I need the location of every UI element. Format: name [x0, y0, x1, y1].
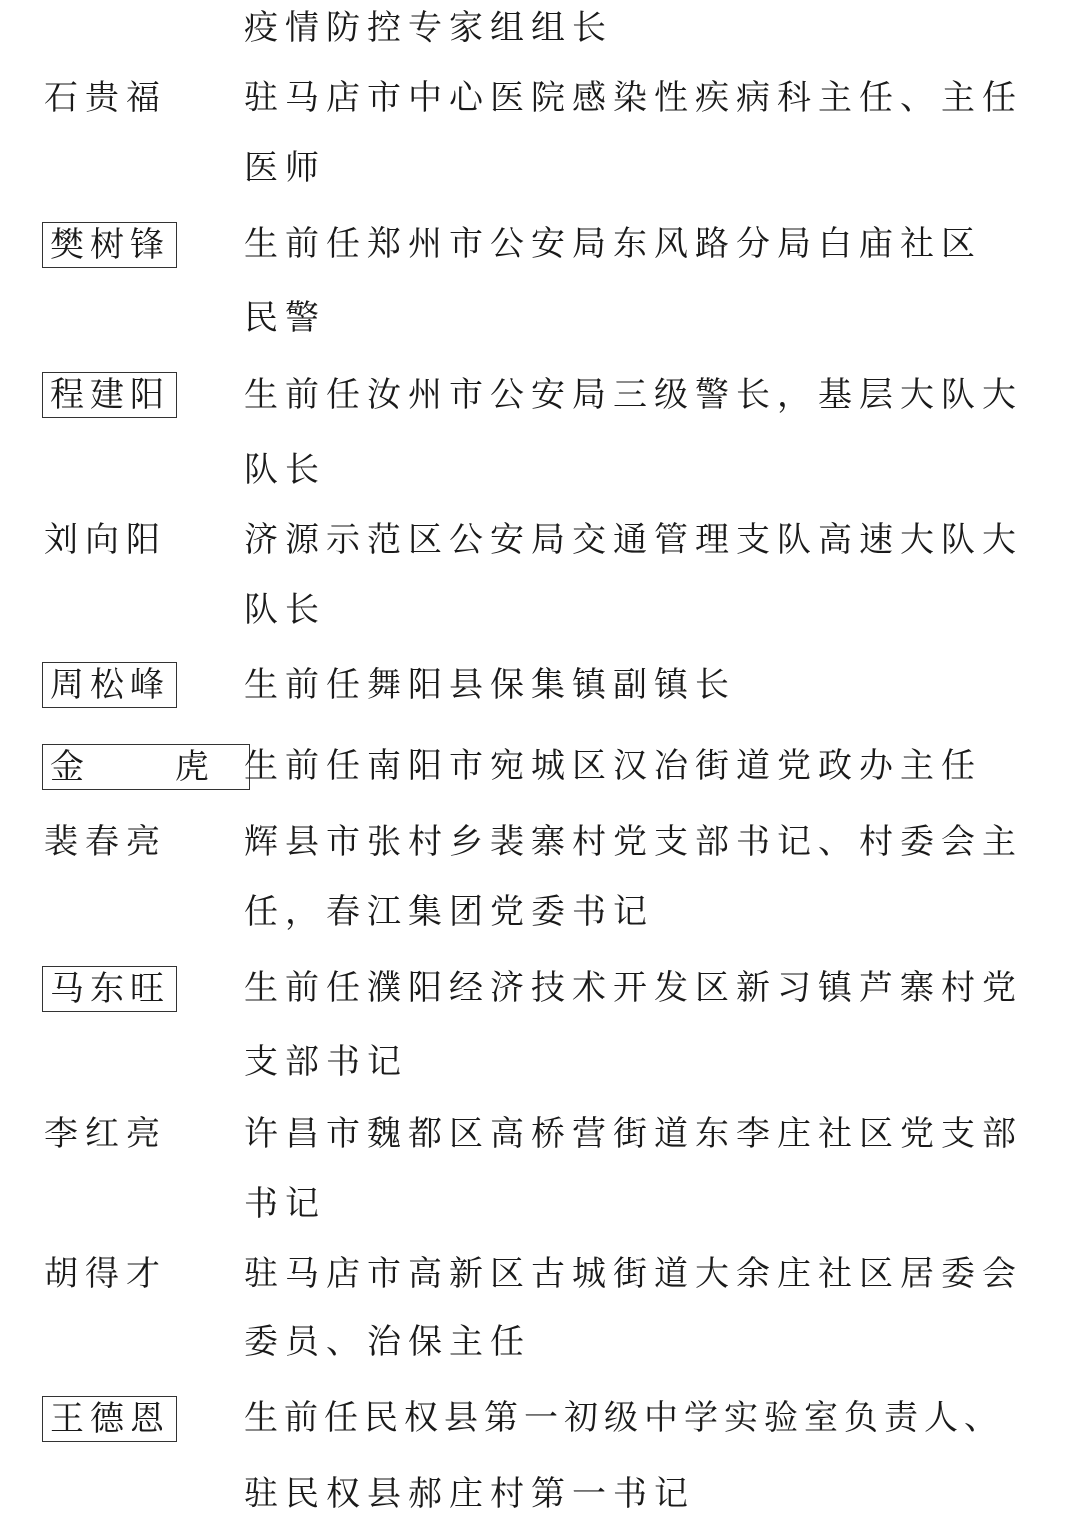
entry-6-line-0: 生前任南阳市宛城区汉冶街道党政办主任: [244, 746, 982, 786]
entry-0-line-0: 疫情防控专家组组长: [244, 8, 613, 48]
entry-11-line-0: 生前任民权县第一初级中学实验室负责人、: [244, 1398, 1004, 1438]
entry-name-boxed: 金 虎: [42, 744, 250, 790]
entry-name: 李红亮: [44, 1114, 167, 1154]
entry-name-boxed: 王德恩: [42, 1396, 177, 1442]
entry-2-line-1: 民警: [244, 298, 326, 338]
entry-1-line-0: 驻马店市中心医院感染性疾病科主任、主任: [244, 78, 1023, 118]
entry-5-line-0: 生前任舞阳县保集镇副镇长: [244, 665, 736, 705]
entry-11-line-1: 驻民权县郝庄村第一书记: [244, 1474, 695, 1514]
entry-3-line-1: 队长: [244, 450, 326, 490]
entry-4-line-1: 队长: [244, 590, 326, 630]
entry-name-boxed: 程建阳: [42, 372, 177, 418]
entry-9-line-0: 许昌市魏都区高桥营街道东李庄社区党支部: [244, 1114, 1023, 1154]
entry-name: 裴春亮: [44, 822, 167, 862]
entry-name-boxed: 马东旺: [42, 966, 177, 1012]
entry-4-line-0: 济源示范区公安局交通管理支队高速大队大: [244, 520, 1023, 560]
entry-10-line-0: 驻马店市高新区古城街道大余庄社区居委会: [244, 1254, 1023, 1294]
entry-10-line-1: 委员、治保主任: [244, 1322, 531, 1362]
entry-8-line-0: 生前任濮阳经济技术开发区新习镇芦寨村党: [244, 968, 1023, 1008]
entry-name: 石贵福: [44, 78, 167, 118]
entry-8-line-1: 支部书记: [244, 1042, 408, 1082]
entry-name-boxed: 周松峰: [42, 662, 177, 708]
entry-7-line-1: 任，春江集团党委书记: [244, 892, 654, 932]
entry-9-line-1: 书记: [244, 1184, 326, 1224]
entry-1-line-1: 医师: [244, 148, 326, 188]
entry-name: 刘向阳: [44, 520, 167, 560]
entry-7-line-0: 辉县市张村乡裴寨村党支部书记、村委会主: [244, 822, 1023, 862]
entry-name-boxed: 樊树锋: [42, 222, 177, 268]
entry-2-line-0: 生前任郑州市公安局东风路分局白庙社区: [244, 224, 982, 264]
entry-3-line-0: 生前任汝州市公安局三级警长，基层大队大: [244, 375, 1023, 415]
entry-name: 胡得才: [44, 1254, 167, 1294]
